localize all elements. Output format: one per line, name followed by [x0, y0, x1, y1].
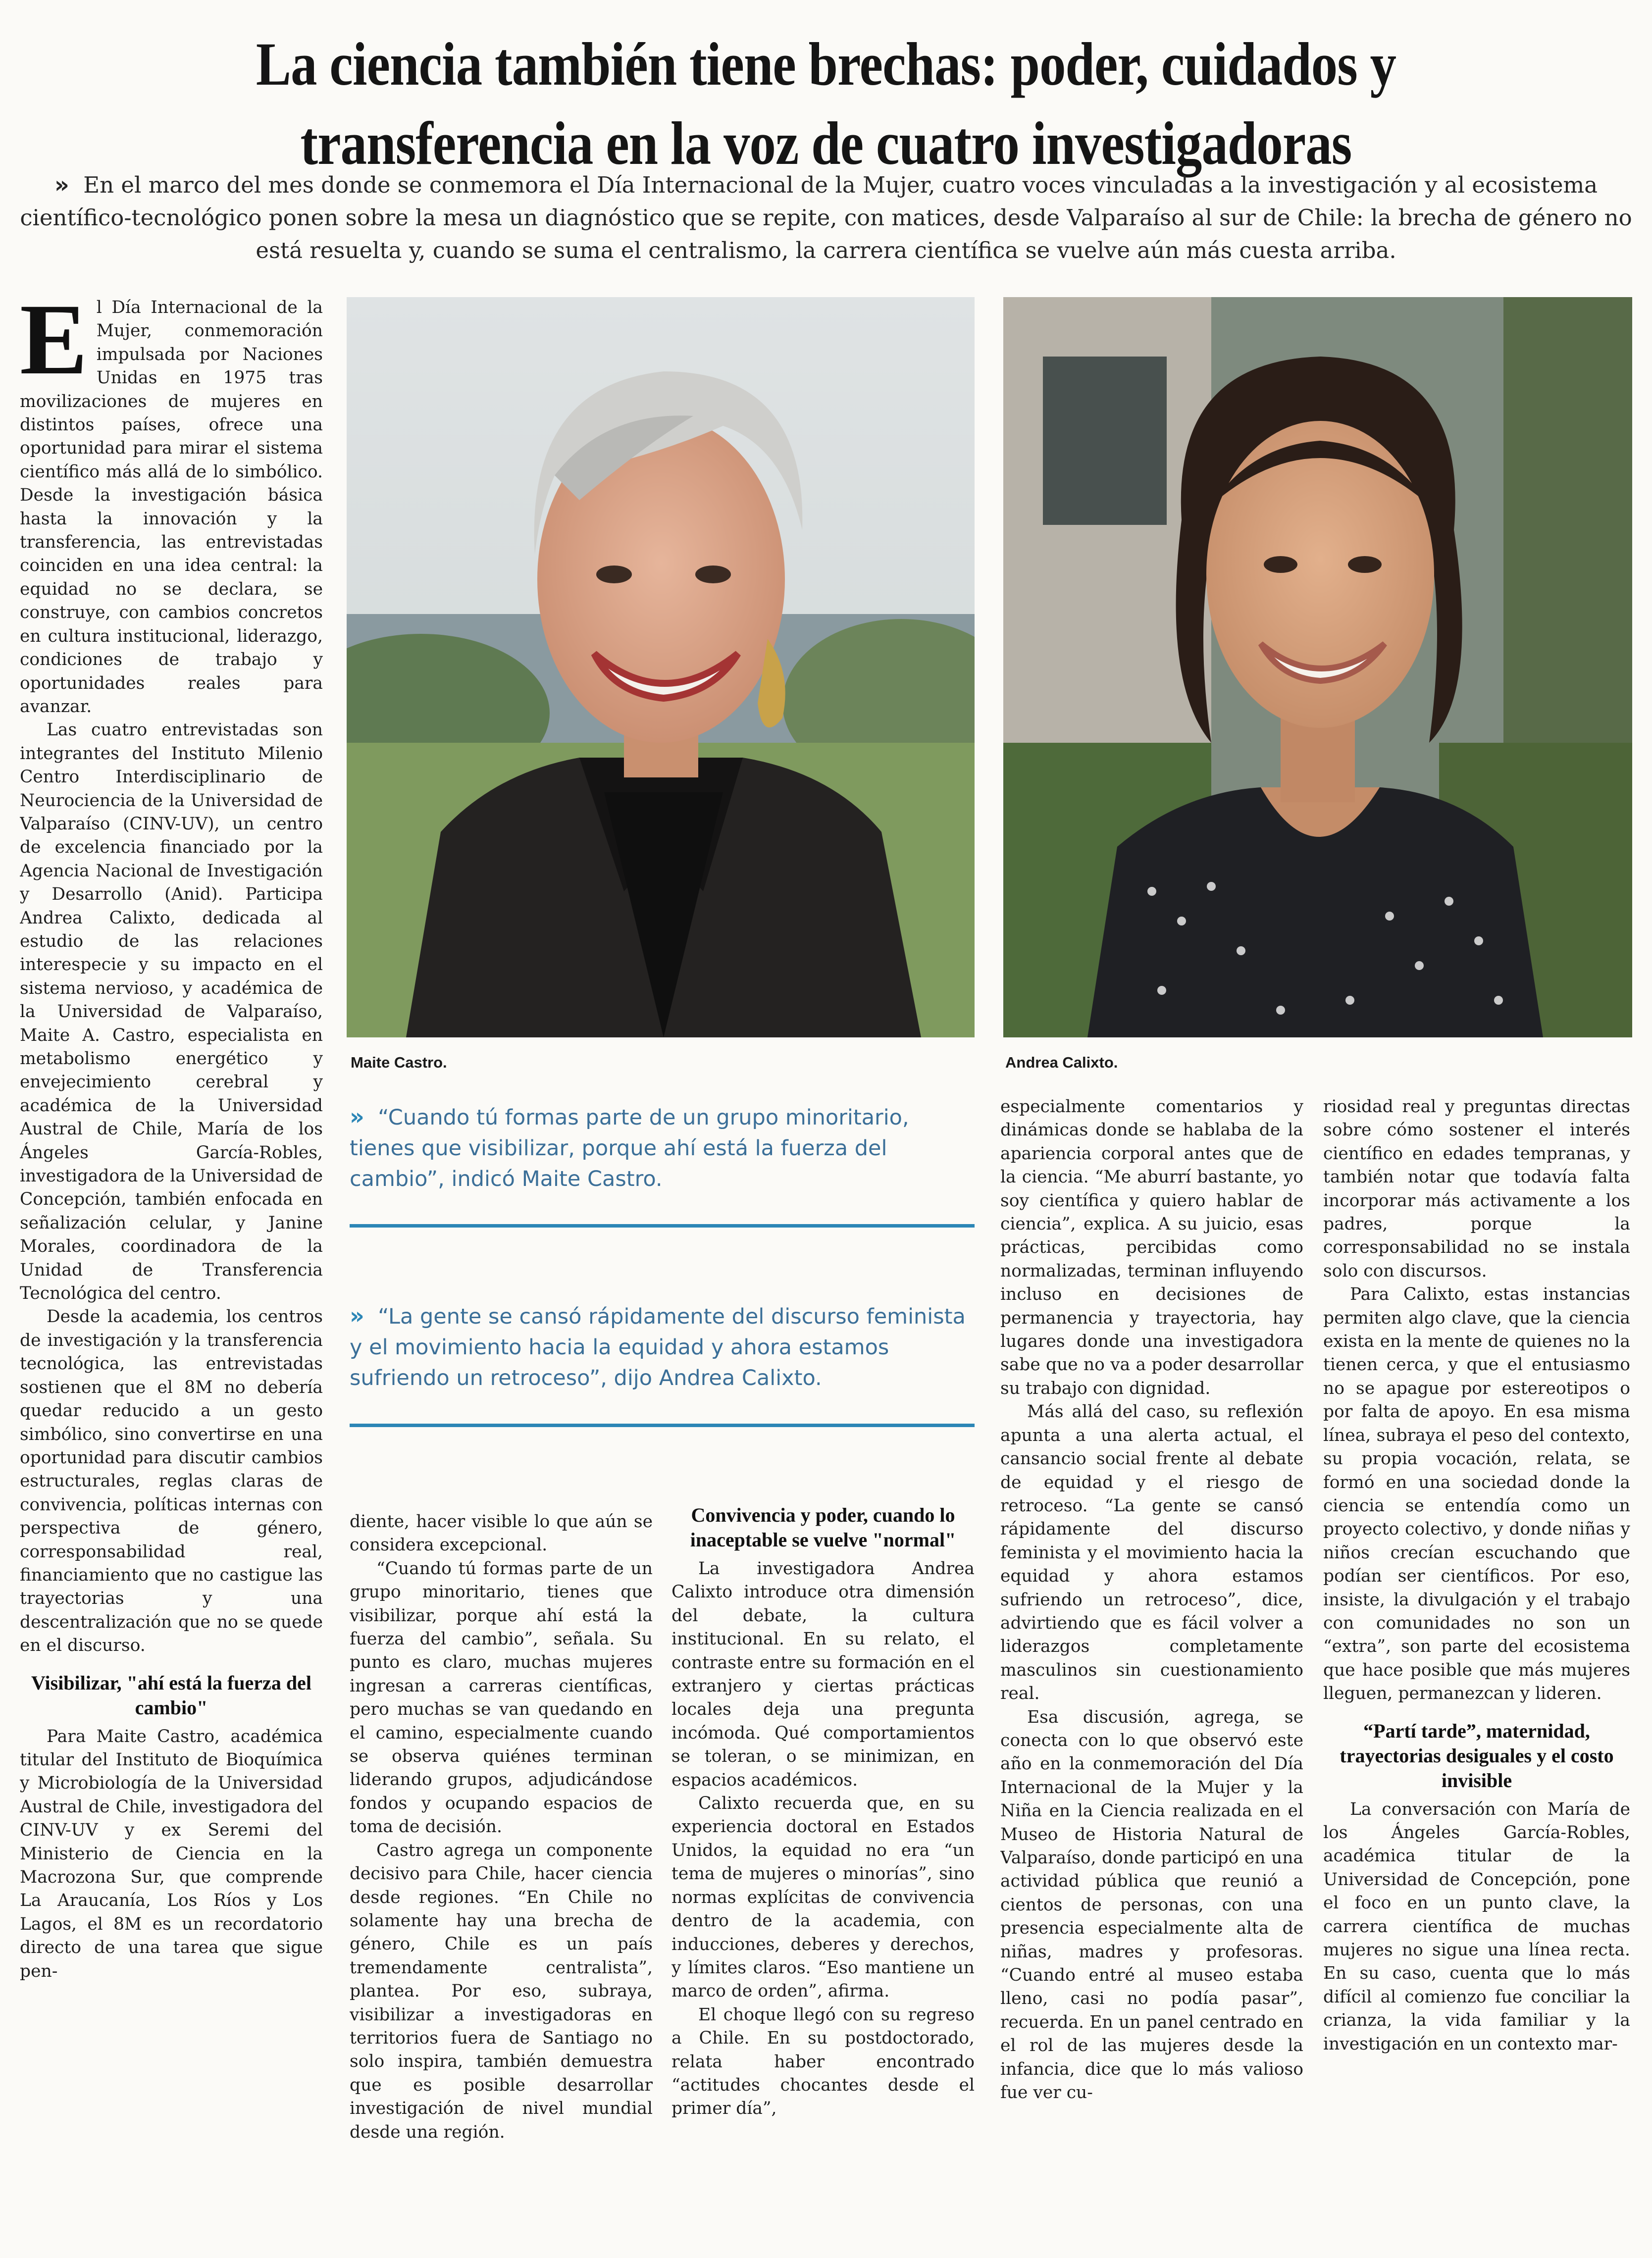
column-3 [671, 1503, 975, 2233]
paragraph: Esa discusión, agrega, se conecta con lo que observó este año en la conmemoración del Día Internacional de la Mujer y la Niña en la Ciencia realizada en el Museo de Historia Natural de Valparaíso, donde participó en una actividad pública que reunió a cientos de personas, con una presencia especialmente alta de niñas, madres y profesoras. “Cuando entré al museo estaba lleno, casi no podía pasar”, recuerda. En un panel centrado en el rol de las mujeres desde la infancia, dice que lo más valioso fue ver cu- [1000, 1707, 1303, 2103]
photo-maite-castro [347, 297, 975, 1037]
paragraph: Castro agrega un componente decisivo para Chile, hacer ciencia desde regiones. “En Chile no solamente hay una brecha de género, Chile es un país tremendamente centralista”, plantea. Por eso, subraya, visibilizar a investigadoras en territorios fuera de Santiago no solo inspira, también demuestra que es posible desarrollar investigación de nivel mundial desde una región. [350, 1840, 653, 2142]
paragraph: Calixto recuerda que, en su experiencia doctoral en Estados Unidos, la equidad no era “un tema de mujeres o minorías”, sino normas explícitas de convivencia dentro de la academia, con inducciones, deberes y derechos, y límites claros. “Eso mantiene un marco de orden”, afirma. [671, 1794, 975, 2001]
paragraph: Desde la academia, los centros de investigación y la transferencia tecnológica, las entrevistadas sostienen que el 8M no debería quedar reducido a un gesto simbólico, sino convertirse en una oportunidad para discutir cambios estructurales, reglas claras de convivencia, políticas internas con perspectiva de género, corresponsabilidad real, financiamiento que no castigue las trayectorias y una descentralización que no se quede en el discurso. [20, 1307, 323, 1656]
photo-caption: Andrea Calixto. [1005, 1054, 1118, 1071]
subheading: Convivencia y poder, cuando lo inaceptable se vuelve "normal" [690, 1504, 956, 1551]
paragraph: El choque llegó con su regreso a Chile. En su postdoctorado, relata haber encontrado “actitudes chocantes desde el primer día”, [671, 2004, 975, 2119]
subheading: Visibilizar, "ahí está la fuerza del cambio" [31, 1671, 311, 1719]
column-1 [20, 296, 323, 2227]
drop-cap: E [20, 296, 88, 396]
paragraph: Para Maite Castro, académica titular del Instituto de Bioquímica y Microbiología de la Universidad Austral de Chile, investigadora del CINV-UV y ex Seremi del Ministerio de Ciencia en la Macrozona Sur, que comprende La Araucanía, Los Ríos y Los Lagos, el 8M es un recordatorio directo de una tarea que sigue pen- [20, 1726, 323, 1981]
chevron-marker-icon: » [350, 1103, 364, 1130]
paragraph: Más allá del caso, su reflexión apunta a una alerta actual, el cansancio social frente al debate de equidad y el riesgo de retroceso. “La gente se cansó rápidamente del discurso feminista y el movimiento hacia la equidad y ahora estamos sufriendo un retroceso”, dice, advirtiendo que es fácil volver a liderazgos completamente masculinos sin cuestionamiento real. [1000, 1402, 1303, 1704]
photo-andrea-calixto [1003, 297, 1632, 1037]
headline: La ciencia también tiene brechas: poder, cuidados y transferencia en la voz de cuatro investigadoras [256, 30, 1396, 177]
subheading: “Partí tarde”, maternidad, trayectorias desiguales y el costo invisible [1340, 1719, 1614, 1792]
pull-quote-text: “Cuando tú formas parte de un grupo minoritario, tienes que visibilizar, porque ahí está la fuerza del cambio”, indicó Maite Castro. [350, 1105, 909, 1191]
portrait-illustration [1003, 297, 1632, 1037]
column-5 [1323, 1095, 1630, 2233]
pull-quote [350, 1300, 975, 1393]
paragraph: especialmente comentarios y dinámicas donde se hablaba de la apariencia corporal antes que de la ciencia. “Me aburrí bastante, yo soy científica y quiero hablar de ciencia”, explica. A su juicio, esas prácticas, percibidas como normalizadas, terminan influyendo incluso en decisiones de permanencia y trayectoria, hay lugares donde una investigadora sabe que no va a poder desarrollar su trabajo con dignidad. [1000, 1097, 1303, 1398]
column-4 [1000, 1095, 1303, 2233]
portrait-illustration [347, 297, 975, 1037]
chevron-marker-icon: » [54, 171, 69, 198]
pull-quote-text: “La gente se cansó rápidamente del discurso feminista y el movimiento hacia la equidad y ahora estamos sufriendo un retroceso”, dijo Andrea Calixto. [350, 1304, 966, 1390]
paragraph: El Día Internacional de la Mujer, conmemoración impulsada por Naciones Unidas en 1975 tras movilizaciones de mujeres en distintos países, ofrece una oportunidad para mirar el sistema científico más allá de lo simbólico. Desde la investigación básica hasta la innovación y la transferencia, las entrevistadas coinciden en una idea central: la equidad no se declara, se construye, con cambios concretos en cultura institucional, liderazgo, condiciones de trabajo y oportunidades reales para avanzar. [20, 296, 323, 717]
divider [350, 1424, 975, 1427]
photo-caption: Maite Castro. [351, 1054, 447, 1071]
divider [350, 1224, 975, 1228]
lede-text: En el marco del mes donde se conmemora el Día Internacional de la Mujer, cuatro voces vinculadas a la investigación y al ecosistema científico-tecnológico ponen sobre la mesa un diagnóstico que se repite, con matices, desde Valparaíso al sur de Chile: la brecha de género no está resuelta y, cuando se suma el centralismo, la carrera científica se vuelve aún más cuesta arriba. [20, 172, 1632, 263]
paragraph: riosidad real y preguntas directas sobre cómo sostener el interés científico en edades tempranas, y también notar que todavía falta incorporar más activamente a los padres, porque la corresponsabilidad no se instala solo con discursos. [1323, 1097, 1630, 1281]
pull-quote [350, 1101, 975, 1194]
paragraph: La investigadora Andrea Calixto introduce otra dimensión del debate, la cultura institucional. En su relato, el contraste entre su formación en el extranjero y ciertas prácticas locales deja una pregunta incómoda. Qué comportamientos se toleran, o se minimizan, en espacios académicos. [671, 1559, 975, 1790]
paragraph: Las cuatro entrevistadas son integrantes del Instituto Milenio Centro Interdisciplinario de Neurociencia de la Universidad de Valparaíso (CINV-UV), un centro de excelencia financiado por la Agencia Nacional de Investigación y Desarrollo (Anid). Participa Andrea Calixto, dedicada al estudio de las relaciones interespecie y su impacto en el sistema nervioso, y académica de la Universidad de Valparaíso, Maite A. Castro, especialista en metabolismo energético y envejecimiento cerebral y académica de la Universidad Austral de Chile, María de los Ángeles García-Robles, investigadora de la Universidad de Concepción, también enfocada en señalización celular, y Janine Morales, coordinadora de la Unidad de Transferencia Tecnológica del centro. [20, 720, 323, 1304]
paragraph: diente, hacer visible lo que aún se considera excepcional. [350, 1512, 653, 1555]
paragraph: Para Calixto, estas instancias permiten algo clave, que la ciencia exista en la mente de quienes no la tienen cerca, y que el entusiasmo no se apague por estereotipos o por falta de apoyo. En esa misma línea, subraya el peso del contexto, su propia vocación, relata, se formó en una sociedad donde la ciencia se entendía como un proyecto colectivo, y donde niñas y niños crecían escuchando que podían ser científicos. Por eso, insiste, la divulgación y el trabajo con comunidades no son un “extra”, son parte del ecosistema que hace posible que más mujeres lleguen, permanezcan y lideren. [1323, 1284, 1630, 1704]
chevron-marker-icon: » [350, 1302, 364, 1329]
lede [20, 168, 1632, 267]
column-2 [350, 1510, 653, 2233]
paragraph: La conversación con María de los Ángeles García-Robles, académica titular de la Universidad de Concepción, pone el foco en un punto clave, la carrera científica de muchas mujeres no sigue una línea recta. En su caso, cuenta que lo más difícil al comienzo fue conciliar la crianza, la vida familiar y la investigación en un contexto mar- [1323, 1799, 1630, 2054]
paragraph: “Cuando tú formas parte de un grupo minoritario, tienes que visibilizar, porque ahí está la fuerza del cambio”, señala. Su punto es claro, muchas mujeres ingresan a carreras científicas, pero muchas se van quedando en el camino, especialmente cuando se observa quiénes terminan liderando grupos, adjudicándose fondos y ocupando espacios de toma de decisión. [350, 1558, 653, 1837]
